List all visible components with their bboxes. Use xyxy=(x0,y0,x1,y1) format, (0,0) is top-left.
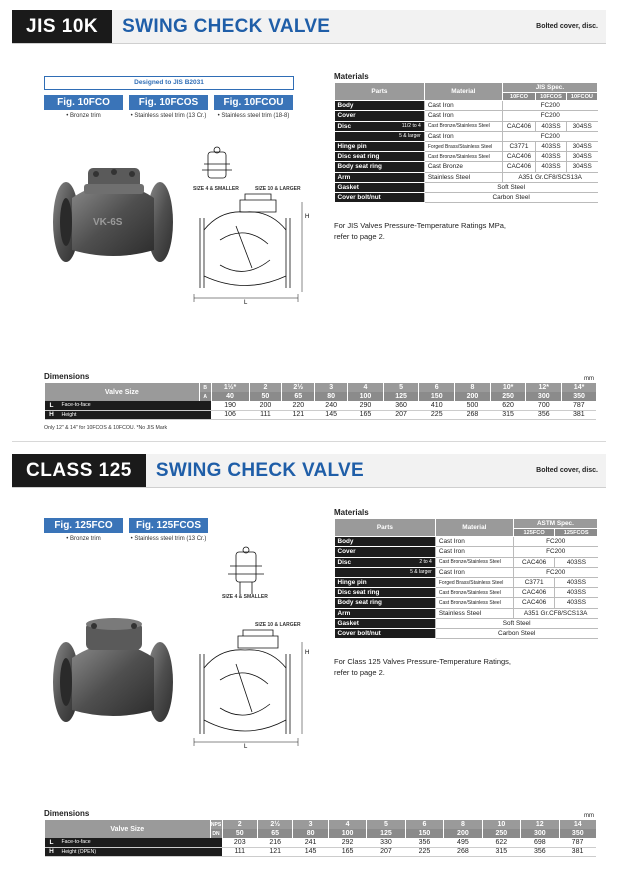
size-a: 100 xyxy=(328,829,366,838)
size-b: 10* xyxy=(490,383,526,392)
size-a: 150 xyxy=(419,392,455,401)
material-name: Cast Iron xyxy=(424,131,502,141)
materials-row xyxy=(335,547,598,557)
materials-row xyxy=(335,598,598,608)
dimension-value: 315 xyxy=(490,410,526,419)
pt-note xyxy=(334,656,511,678)
size-b: 4 xyxy=(348,383,384,392)
material-name: Cast Bronze xyxy=(424,162,502,172)
dimension-key: H xyxy=(45,847,59,856)
material-name: Cast Iron xyxy=(435,567,513,577)
dimension-value: 165 xyxy=(348,410,384,419)
dimension-value: 381 xyxy=(559,847,596,856)
spec-value: FC200 xyxy=(502,101,597,111)
material-name: Cast Bronze/Stainless Steel xyxy=(435,588,513,598)
size-a: 100 xyxy=(348,392,384,401)
dimension-value: 145 xyxy=(293,847,328,856)
dimension-desc: Face-to-face xyxy=(59,838,223,847)
size-b: 3 xyxy=(293,820,328,829)
dimension-value: 203 xyxy=(222,838,257,847)
material-name: Cast Bronze/Stainless Steel xyxy=(424,121,502,131)
spec-value: Carbon Steel xyxy=(424,192,597,202)
spec-value: Soft Steel xyxy=(435,618,597,628)
size-b: 4 xyxy=(328,820,366,829)
spec-value: CAC406 xyxy=(513,588,555,598)
dimension-value: 381 xyxy=(562,410,596,419)
section-divider xyxy=(12,441,606,442)
part-size xyxy=(392,152,424,162)
dimension-row xyxy=(45,401,597,410)
part-name xyxy=(335,567,400,577)
size-row-b xyxy=(45,820,597,829)
jis-note: Bolted cover, disc. xyxy=(536,23,598,30)
class125-code: CLASS 125 xyxy=(12,454,146,487)
dimension-value: 225 xyxy=(405,847,443,856)
pt-note-line: refer to page 2. xyxy=(334,232,385,241)
pt-note-line: For Class 125 Valves Pressure-Temperature Ratings, xyxy=(334,657,512,666)
th-spec-col: 10FCOS xyxy=(536,93,567,101)
spec-value: 304SS xyxy=(566,162,597,172)
materials-table xyxy=(334,518,598,639)
part-name: Gasket xyxy=(335,618,400,628)
size-b: 2 xyxy=(249,383,282,392)
size-a: 40 xyxy=(211,392,249,401)
dimension-value: 111 xyxy=(222,847,257,856)
dimension-value: 360 xyxy=(383,401,419,410)
dimension-value: 787 xyxy=(559,838,596,847)
size-a: 350 xyxy=(562,392,596,401)
size-large-label: SIZE 10 & LARGER xyxy=(255,622,301,628)
materials-row xyxy=(335,192,598,202)
dimension-value: 268 xyxy=(455,410,491,419)
jis-section xyxy=(0,0,618,440)
fig-trim: • Stainless steel trim (13 Cr.) xyxy=(130,113,207,119)
part-name: Gasket xyxy=(335,182,393,192)
fig-trim: • Bronze trim xyxy=(66,113,101,119)
th-spec: ASTM Spec. xyxy=(513,519,597,529)
dimension-value: 787 xyxy=(562,401,596,410)
dimension-value: 241 xyxy=(293,838,328,847)
part-size xyxy=(392,162,424,172)
material-name: Cast Iron xyxy=(435,547,513,557)
size-b: 5 xyxy=(383,383,419,392)
size-b: 14 xyxy=(559,820,596,829)
fig-10fcos xyxy=(129,95,208,121)
fig-10fcou xyxy=(214,95,293,121)
dimension-value: 207 xyxy=(367,847,405,856)
part-name: Disc seat ring xyxy=(335,152,393,162)
fig-label: Fig. 10FCO xyxy=(44,95,123,110)
fig-125fco xyxy=(44,518,123,544)
size-a: 200 xyxy=(455,392,491,401)
fig-label: Fig. 10FCOS xyxy=(129,95,208,110)
dimension-value: 121 xyxy=(282,410,315,419)
materials-row xyxy=(335,588,598,598)
dimension-key: L xyxy=(45,401,59,410)
jis-header xyxy=(12,10,606,44)
part-size xyxy=(399,588,435,598)
fig-trim: • Bronze trim xyxy=(66,536,101,542)
spec-value: 403SS xyxy=(555,598,598,608)
dimension-value: 190 xyxy=(211,401,249,410)
size-b: 6 xyxy=(419,383,455,392)
size-a: 200 xyxy=(444,829,482,838)
size-row-b xyxy=(45,383,597,392)
dim-l-label: L xyxy=(244,300,248,305)
dimension-value: 700 xyxy=(526,401,562,410)
spec-value: 403SS xyxy=(536,152,567,162)
dimension-value: 330 xyxy=(367,838,405,847)
dimension-value: 620 xyxy=(490,401,526,410)
part-name xyxy=(335,131,393,141)
unit-label: mm xyxy=(584,813,594,819)
part-size: 5 & larger xyxy=(392,131,424,141)
materials-row xyxy=(335,121,598,131)
spec-value: C3771 xyxy=(502,141,535,151)
dimensions-footnote: Only 12" & 14" for 10FCOS & 10FCOU. *No JIS Mark xyxy=(44,425,168,431)
fig-label: Fig. 10FCOU xyxy=(214,95,293,110)
jis-title: SWING CHECK VALVE xyxy=(122,15,331,37)
spec-value: FC200 xyxy=(502,131,597,141)
size-a: 125 xyxy=(383,392,419,401)
material-name: Stainless Steel xyxy=(424,172,502,182)
materials-row xyxy=(335,618,598,628)
materials-title: Materials xyxy=(334,508,369,517)
spec-value: 403SS xyxy=(536,162,567,172)
class125-note: Bolted cover, disc. xyxy=(536,467,598,474)
dimension-value: 356 xyxy=(521,847,559,856)
part-name: Cover xyxy=(335,547,400,557)
th-parts: Parts xyxy=(335,83,425,101)
dimension-row xyxy=(45,410,597,419)
size-a: 350 xyxy=(559,829,596,838)
part-size: 2 to 4 xyxy=(399,557,435,567)
dimension-value: 165 xyxy=(328,847,366,856)
materials-title: Materials xyxy=(334,72,369,81)
materials-row xyxy=(335,537,598,547)
part-size xyxy=(399,618,435,628)
materials-row xyxy=(335,567,598,577)
valve-size-label: Valve Size xyxy=(45,820,211,838)
size-a: 80 xyxy=(293,829,328,838)
materials-row xyxy=(335,131,598,141)
th-spec-col: 10FCOU xyxy=(566,93,597,101)
dimension-value: 200 xyxy=(249,401,282,410)
spec-value: C3771 xyxy=(513,577,555,587)
dimension-value: 356 xyxy=(526,410,562,419)
materials-table xyxy=(334,82,598,203)
materials-row xyxy=(335,557,598,567)
size-b: 6 xyxy=(405,820,443,829)
dimension-value: 268 xyxy=(444,847,482,856)
material-name: Forged Brass/Stainless Steel xyxy=(435,577,513,587)
size-a: 125 xyxy=(367,829,405,838)
dimension-value: 410 xyxy=(419,401,455,410)
dimensions-title: Dimensions xyxy=(44,809,90,818)
jis-designed-note: Designed to JIS B2031 xyxy=(44,76,294,90)
spec-value: 403SS xyxy=(536,141,567,151)
part-name: Hinge pin xyxy=(335,577,400,587)
material-name: Cast Bronze/Stainless Steel xyxy=(435,557,513,567)
spec-value: CAC406 xyxy=(502,152,535,162)
dimension-value: 240 xyxy=(315,401,348,410)
dimension-value: 111 xyxy=(249,410,282,419)
th-material: Material xyxy=(435,519,513,537)
th-material: Material xyxy=(424,83,502,101)
spec-value: Carbon Steel xyxy=(435,628,597,638)
part-name: Body xyxy=(335,537,400,547)
size-a: 150 xyxy=(405,829,443,838)
fig-trim: • Stainless steel trim (13 Cr.) xyxy=(130,536,207,542)
material-name: Forged Brass/Stainless Steel xyxy=(424,141,502,151)
materials-row xyxy=(335,172,598,182)
spec-value: CAC406 xyxy=(513,598,555,608)
dimension-value: 121 xyxy=(257,847,292,856)
part-name: Cover xyxy=(335,111,393,121)
part-size xyxy=(392,172,424,182)
spec-value: CAC406 xyxy=(502,121,535,131)
part-name: Body seat ring xyxy=(335,598,400,608)
dimension-desc: Height (OPEN) xyxy=(59,847,223,856)
class125-section xyxy=(0,444,618,887)
size-a: 300 xyxy=(521,829,559,838)
size-a: 300 xyxy=(526,392,562,401)
pt-note-line: For JIS Valves Pressure-Temperature Ratings MPa, xyxy=(334,221,507,230)
fig-label: Fig. 125FCOS xyxy=(129,518,208,533)
jis-code: JIS 10K xyxy=(12,10,112,43)
part-size xyxy=(399,608,435,618)
part-size xyxy=(399,598,435,608)
class125-title: SWING CHECK VALVE xyxy=(155,459,365,481)
pt-note xyxy=(334,220,506,242)
size-b: 10 xyxy=(482,820,520,829)
fig-10fco xyxy=(44,95,123,121)
th-spec-col: 10FCO xyxy=(502,93,535,101)
spec-value: FC200 xyxy=(513,547,597,557)
spec-value: FC200 xyxy=(513,537,597,547)
part-name: Disc xyxy=(335,121,393,131)
size-b: 3 xyxy=(315,383,348,392)
dim-l-label: L xyxy=(244,744,248,749)
spec-value: 304SS xyxy=(566,141,597,151)
dim-h-label: H xyxy=(305,214,310,220)
spec-value: Soft Steel xyxy=(424,182,597,192)
unit-label: mm xyxy=(584,376,594,382)
materials-row xyxy=(335,152,598,162)
part-size xyxy=(392,182,424,192)
dimension-value: 500 xyxy=(455,401,491,410)
size-b: 8 xyxy=(444,820,482,829)
dimensions-title: Dimensions xyxy=(44,372,90,381)
dimensions-table xyxy=(44,820,596,857)
material-name: Cast Iron xyxy=(424,111,502,121)
size-small-label: SIZE 4 & SMALLER xyxy=(222,594,268,600)
fig-label: Fig. 125FCO xyxy=(44,518,123,533)
size-a: 50 xyxy=(222,829,257,838)
part-size xyxy=(392,192,424,202)
svg-text:VK-6S: VK-6S xyxy=(93,217,123,228)
size-b: 8 xyxy=(455,383,491,392)
size-a: 80 xyxy=(315,392,348,401)
th-spec: JIS Spec. xyxy=(502,83,597,93)
fig-trim: • Stainless steel trim (18-8) xyxy=(217,113,290,119)
material-name: Stainless Steel xyxy=(435,608,513,618)
class125-fig-list xyxy=(44,518,208,544)
size-b: 14* xyxy=(562,383,596,392)
dimension-row xyxy=(45,838,597,847)
class125-section-drawing xyxy=(190,624,315,749)
pt-note-line: refer to page 2. xyxy=(334,668,385,677)
size-unit-b: B xyxy=(199,383,211,392)
spec-value: CAC406 xyxy=(513,557,555,567)
dimension-value: 622 xyxy=(482,838,520,847)
part-name: Arm xyxy=(335,608,400,618)
spec-value: A351 Gr.CF8/SCS13A xyxy=(502,172,597,182)
size-small-label: SIZE 4 & SMALLER xyxy=(193,186,239,192)
part-size xyxy=(399,547,435,557)
size-a: 50 xyxy=(249,392,282,401)
size-b: 2 xyxy=(222,820,257,829)
dimension-value: 356 xyxy=(405,838,443,847)
size-unit-b: NPS xyxy=(210,821,222,828)
spec-value: 304SS xyxy=(566,152,597,162)
spec-value: FC200 xyxy=(513,567,597,577)
spec-value: 403SS xyxy=(555,557,598,567)
material-name: Cast Bronze/Stainless Steel xyxy=(424,152,502,162)
dimension-value: 698 xyxy=(521,838,559,847)
size-unit-a: A xyxy=(199,392,211,401)
dimension-value: 106 xyxy=(211,410,249,419)
part-name: Hinge pin xyxy=(335,141,393,151)
dimension-row xyxy=(45,847,597,856)
dimension-value: 290 xyxy=(348,401,384,410)
th-parts: Parts xyxy=(335,519,436,537)
dimension-key: L xyxy=(45,838,59,847)
class125-header xyxy=(12,454,606,488)
jis-fig-list xyxy=(44,95,293,121)
spec-value: FC200 xyxy=(502,111,597,121)
materials-row xyxy=(335,162,598,172)
dimension-value: 216 xyxy=(257,838,292,847)
material-name: Cast Iron xyxy=(435,537,513,547)
part-size: 5 & larger xyxy=(399,567,435,577)
spec-value: 403SS xyxy=(555,588,598,598)
spec-value: 403SS xyxy=(555,577,598,587)
spec-value: 304SS xyxy=(566,121,597,131)
materials-row xyxy=(335,608,598,618)
part-size xyxy=(392,101,424,111)
size-a: 65 xyxy=(257,829,292,838)
jis-section-drawing xyxy=(190,140,315,305)
part-name: Arm xyxy=(335,172,393,182)
part-name: Body xyxy=(335,101,393,111)
spec-value: A351 Gr.CF8/SCS13A xyxy=(513,608,597,618)
dim-h-label: H xyxy=(305,650,310,656)
part-name: Cover bolt/nut xyxy=(335,192,393,202)
material-name: Cast Bronze/Stainless Steel xyxy=(435,598,513,608)
th-spec-col: 125FCOS xyxy=(555,529,598,537)
part-name: Cover bolt/nut xyxy=(335,628,400,638)
material-name: Cast Iron xyxy=(424,101,502,111)
spec-value: 403SS xyxy=(536,121,567,131)
size-large-label: SIZE 10 & LARGER xyxy=(255,186,301,192)
part-name: Disc xyxy=(335,557,400,567)
part-size xyxy=(399,537,435,547)
size-a: 65 xyxy=(282,392,315,401)
materials-row xyxy=(335,182,598,192)
size-b: 12* xyxy=(526,383,562,392)
materials-row xyxy=(335,101,598,111)
size-b: 5 xyxy=(367,820,405,829)
dimension-desc: Height xyxy=(59,410,212,419)
dimension-value: 225 xyxy=(419,410,455,419)
part-size xyxy=(392,141,424,151)
valve-size-label: Valve Size xyxy=(45,383,200,401)
dimension-value: 292 xyxy=(328,838,366,847)
dimension-value: 207 xyxy=(383,410,419,419)
size-b: 1½* xyxy=(211,383,249,392)
dimension-value: 495 xyxy=(444,838,482,847)
dimension-desc: Face-to-face xyxy=(59,401,212,410)
part-name: Body seat ring xyxy=(335,162,393,172)
size-b: 2½ xyxy=(282,383,315,392)
size-unit-a: DN xyxy=(210,829,222,838)
part-size: 11/2 to 4 xyxy=(392,121,424,131)
part-size xyxy=(392,111,424,121)
materials-row xyxy=(335,141,598,151)
part-size xyxy=(399,628,435,638)
valve-photo-icon xyxy=(48,150,178,265)
materials-row xyxy=(335,111,598,121)
dimension-key: H xyxy=(45,410,59,419)
spec-value: CAC406 xyxy=(502,162,535,172)
dimension-value: 220 xyxy=(282,401,315,410)
part-name: Disc seat ring xyxy=(335,588,400,598)
dimension-value: 315 xyxy=(482,847,520,856)
dimensions-table xyxy=(44,383,596,420)
dimension-value: 145 xyxy=(315,410,348,419)
fig-125fcos xyxy=(129,518,208,544)
size-b: 2½ xyxy=(257,820,292,829)
materials-row xyxy=(335,628,598,638)
materials-row xyxy=(335,577,598,587)
size-a: 250 xyxy=(490,392,526,401)
size-a: 250 xyxy=(482,829,520,838)
valve-photo-icon xyxy=(48,612,178,727)
th-spec-col: 125FCO xyxy=(513,529,555,537)
size-b: 12 xyxy=(521,820,559,829)
part-size xyxy=(399,577,435,587)
